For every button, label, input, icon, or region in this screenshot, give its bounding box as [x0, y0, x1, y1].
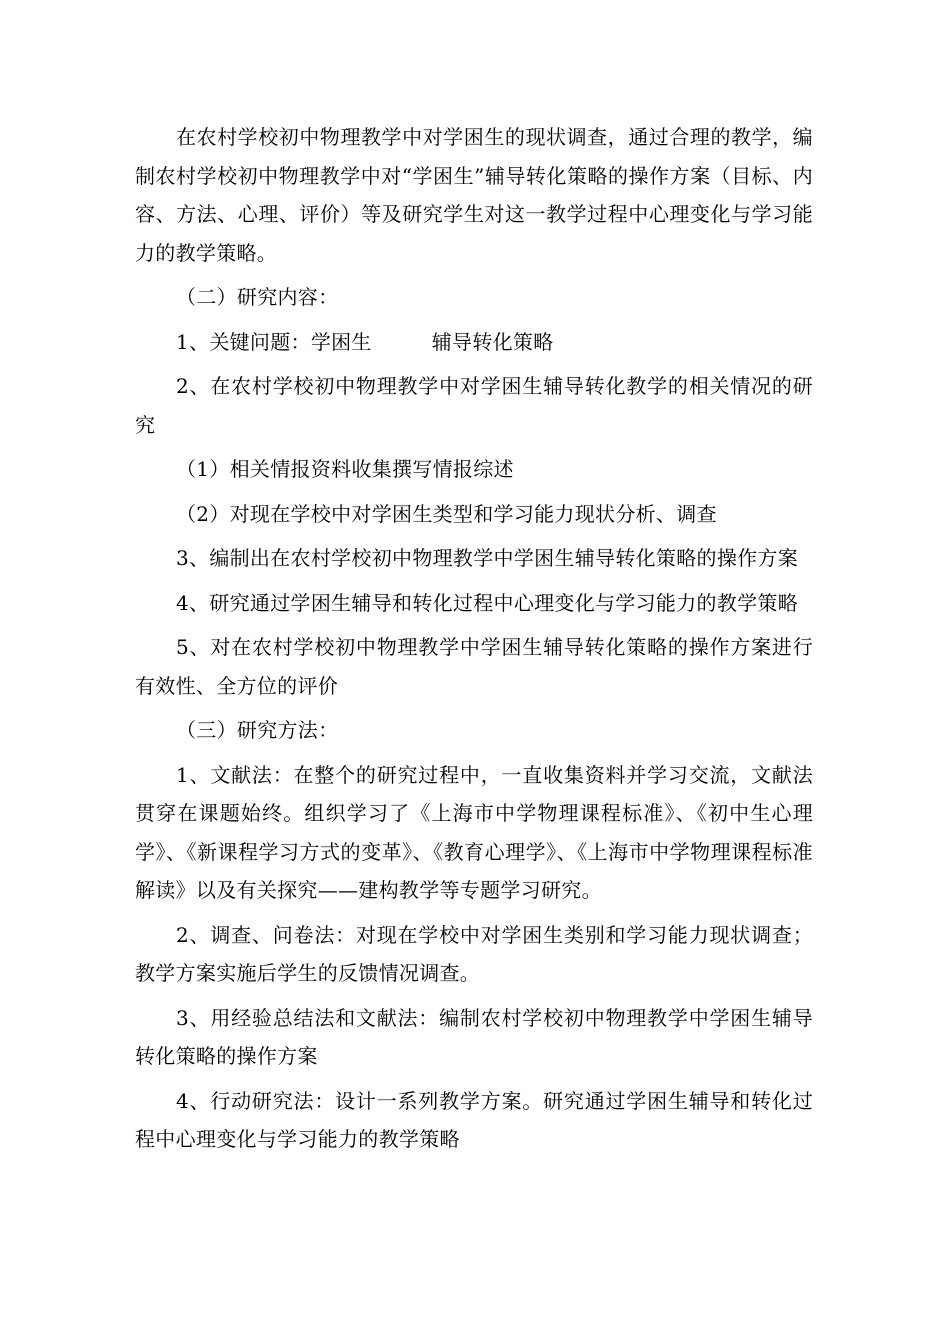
method-item-2: 2、调查、问卷法：对现在学校中对学困生类别和学习能力现状调查；教学方案实施后学生的反馈情况调查。: [135, 922, 813, 985]
section-heading-research-methods: （三）研究方法：: [176, 718, 339, 742]
method-item-3: 3、用经验总结法和文献法：编制农村学校初中物理教学中学困生辅导转化策略的操作方案: [135, 1005, 813, 1068]
key-question-label: 1、关键问题：学困生: [176, 329, 372, 354]
document-body: [135, 118, 813, 1165]
key-question-paragraph: [135, 323, 813, 362]
content-item-4: 4、研究通过学困生辅导和转化过程中心理变化与学习能力的教学策略: [176, 590, 799, 615]
content-subitem-2: （2）对现在学校中对学困生类型和学习能力现状分析、调查: [176, 501, 717, 526]
content-item-2: 2、在农村学校初中物理教学中对学困生辅导转化教学的相关情况的研究: [135, 374, 813, 437]
intro-paragraph: 在农村学校初中物理教学中对学困生的现状调查，通过合理的教学，编制农村学校初中物理教学中对“学困生”辅导转化策略的操作方案（目标、内容、方法、心理、评价）等及研究学生对这一教学过程中心理变化与学习能力的教学策略。: [135, 125, 813, 265]
content-item-3: 3、编制出在农村学校初中物理教学中学困生辅导转化策略的操作方案: [176, 546, 799, 570]
content-subitem-1: （1）相关情报资料收集撰写情报综述: [176, 457, 514, 481]
key-question-topic: 辅导转化策略: [431, 329, 554, 354]
section-heading-research-content: （二）研究内容：: [176, 285, 339, 309]
method-item-4: 4、行动研究法：设计一系列教学方案。研究通过学困生辅导和转化过程中心理变化与学习能力的教学策略: [135, 1088, 813, 1151]
method-item-1: 1、文献法：在整个的研究过程中，一直收集资料并学习交流，文献法贯穿在课题始终。组织学习了《上海市中学物理课程标准》、《初中生心理学》、《新课程学习方式的变革》、《教育心理学》、《上海市中学物理课程标准解读》以及有关探究——建构教学等专题学习研究。: [135, 762, 813, 902]
content-item-5: 5、对在农村学校初中物理教学中学困生辅导转化策略的操作方案进行有效性、全方位的评价: [135, 635, 813, 698]
